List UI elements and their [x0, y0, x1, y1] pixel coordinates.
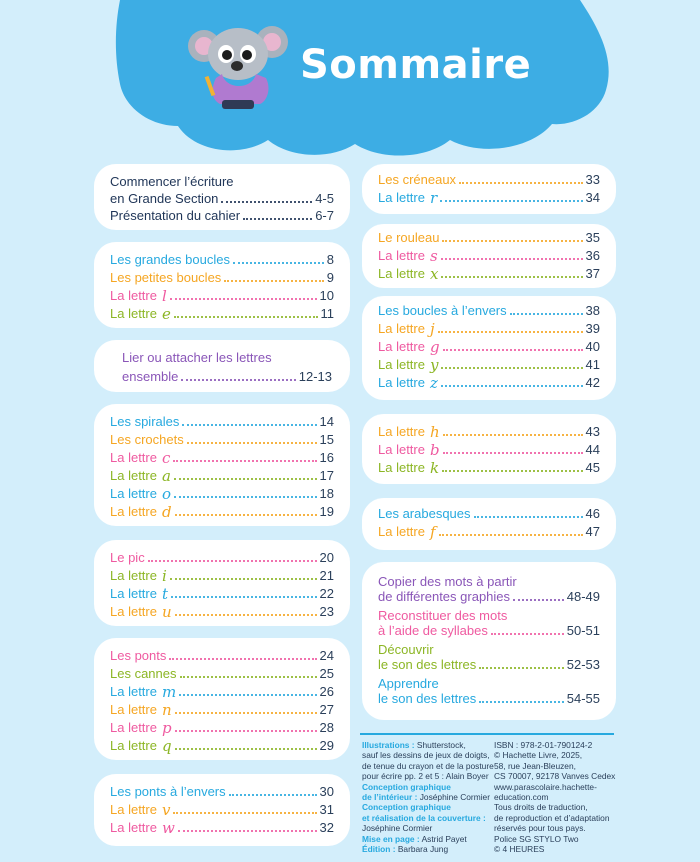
- toc-entry-label: La lettre: [110, 820, 157, 835]
- toc-entry-label: Commencer l’écriture: [110, 174, 234, 189]
- toc-entry-label: La lettre: [378, 424, 425, 439]
- toc-entry[interactable]: [378, 339, 600, 355]
- toc-card-rouleau: [362, 224, 616, 288]
- toc-entry-label: Copier des mots à partir: [378, 574, 517, 589]
- credit-line: 58, rue Jean-Bleuzen,: [494, 760, 576, 771]
- toc-entry[interactable]: [378, 506, 600, 522]
- toc-card-ponts: [94, 638, 350, 760]
- page-number: 37: [585, 266, 600, 281]
- toc-entry[interactable]: [110, 486, 334, 502]
- cursive-letter: u: [161, 603, 172, 621]
- toc-card-boucles: [94, 242, 350, 328]
- toc-entry[interactable]: [110, 504, 334, 520]
- cursive-letter: z: [429, 374, 438, 392]
- dot-leader: [169, 658, 316, 660]
- cursive-letter: h: [429, 423, 440, 441]
- toc-entry-label: La lettre: [378, 248, 425, 263]
- dot-leader: [491, 633, 564, 635]
- page-number: 48-49: [566, 589, 600, 604]
- dot-leader: [441, 367, 582, 369]
- toc-entry[interactable]: [110, 666, 334, 682]
- toc-entry[interactable]: [110, 720, 334, 736]
- dot-leader: [443, 452, 583, 454]
- toc-entry-label: La lettre: [378, 321, 425, 336]
- page-number: 27: [319, 702, 334, 717]
- toc-entry-label: La lettre: [110, 604, 157, 619]
- toc-entry[interactable]: [378, 375, 600, 391]
- page-number: 45: [585, 460, 600, 475]
- toc-entry[interactable]: [110, 738, 334, 754]
- page-number: 41: [585, 357, 600, 372]
- credit-line: Tous droits de traduction,: [494, 802, 588, 813]
- credit-line: réservés pour tous pays.: [494, 823, 586, 834]
- dot-leader: [175, 748, 317, 750]
- page-number: 46: [585, 506, 600, 521]
- dot-leader: [180, 676, 317, 678]
- cursive-letter: k: [429, 459, 440, 477]
- credits-left: [362, 740, 494, 854]
- dot-leader: [174, 496, 317, 498]
- credit-line: © 4 HEURES: [494, 844, 545, 855]
- page-number: 32: [319, 820, 334, 835]
- dot-leader: [182, 424, 316, 426]
- cursive-letter: d: [161, 503, 172, 521]
- dot-leader: [175, 514, 317, 516]
- toc-entry-label: le son des lettres: [378, 657, 477, 672]
- toc-entry-label: Les petites boucles: [110, 270, 222, 285]
- credit-line: www.parascolaire.hachette-: [494, 781, 597, 792]
- toc-entry[interactable]: [110, 784, 334, 800]
- toc-entry-label: en Grande Section: [110, 191, 219, 206]
- toc-entry[interactable]: [110, 550, 334, 566]
- credit-key: Conception graphique: [362, 781, 451, 792]
- toc-entry-label: Les créneaux: [378, 172, 457, 187]
- toc-card-lier: [94, 340, 350, 392]
- dot-leader: [442, 240, 582, 242]
- dot-leader: [474, 516, 583, 518]
- toc-entry[interactable]: [110, 648, 334, 664]
- credit-key: Illustrations :: [362, 740, 415, 750]
- toc-entry-label: La lettre: [110, 288, 157, 303]
- toc-entry-label: Lier ou attacher les lettres: [122, 350, 272, 365]
- page-number: 8: [326, 252, 334, 267]
- page-number: 4-5: [315, 191, 334, 206]
- page-number: 22: [319, 586, 334, 601]
- dot-leader: [175, 712, 317, 714]
- cursive-letter: p: [161, 719, 172, 737]
- dot-leader: [224, 280, 323, 282]
- page-number: 11: [320, 306, 334, 321]
- cursive-letter: t: [161, 585, 169, 603]
- dot-leader: [221, 201, 312, 203]
- page-number: 40: [585, 339, 600, 354]
- credit-line: de reproduction et d’adaptation: [494, 812, 610, 823]
- toc-entry[interactable]: [378, 442, 600, 458]
- toc-entry-label: à l’aide de syllabes: [378, 623, 488, 638]
- page-number: 33: [585, 172, 600, 187]
- page-number: 38: [585, 303, 600, 318]
- page-number: 25: [319, 666, 334, 681]
- dot-leader: [174, 478, 317, 480]
- dot-leader: [181, 379, 295, 381]
- toc-entry[interactable]: [110, 684, 334, 700]
- toc-entry-label: Le rouleau: [378, 230, 440, 245]
- page-number: 47: [585, 524, 600, 539]
- dot-leader: [438, 331, 583, 333]
- toc-entry[interactable]: [378, 190, 600, 206]
- toc-entry-label: Les boucles à l’envers: [378, 303, 507, 318]
- toc-card-spirales: [94, 404, 350, 526]
- page-number: 34: [585, 190, 600, 205]
- toc-entry-label: La lettre: [110, 802, 157, 817]
- cursive-letter: y: [429, 356, 439, 374]
- credit-value: Joséphine Cormier: [417, 792, 491, 803]
- toc-entry-label: La lettre: [378, 339, 425, 354]
- toc-entry[interactable]: [378, 623, 600, 639]
- toc-entry-label: La lettre: [378, 460, 425, 475]
- page-number: 17: [319, 468, 334, 483]
- dot-leader: [243, 218, 312, 220]
- koala-mascot-icon: [186, 20, 298, 112]
- cursive-letter: s: [429, 247, 438, 265]
- page-number: 24: [319, 648, 334, 663]
- toc-entry[interactable]: [122, 369, 332, 385]
- toc-entry[interactable]: [110, 604, 334, 620]
- toc-entry[interactable]: [378, 321, 600, 337]
- toc-entry[interactable]: [378, 657, 600, 673]
- toc-entry[interactable]: [378, 248, 600, 264]
- page-number: 16: [319, 450, 334, 465]
- cursive-letter: a: [161, 467, 171, 485]
- toc-entry-label: de différentes graphies: [378, 589, 511, 604]
- toc-entry[interactable]: [110, 208, 334, 224]
- page-number: 44: [585, 442, 600, 457]
- credits-divider: [360, 733, 614, 735]
- toc-entry[interactable]: [110, 586, 334, 602]
- toc-entry-label: Reconstituer des mots: [378, 608, 508, 623]
- credit-key: et réalisation de la couverture :: [362, 812, 486, 823]
- dot-leader: [510, 313, 583, 315]
- toc-entry-label: Les spirales: [110, 414, 180, 429]
- toc-entry[interactable]: [110, 468, 334, 484]
- page-number: 43: [585, 424, 600, 439]
- dot-leader: [175, 730, 317, 732]
- page-number: 30: [319, 784, 334, 799]
- credit-line: Police SG STYLO Two: [494, 833, 579, 844]
- dot-leader: [459, 182, 582, 184]
- toc-entry[interactable]: [110, 820, 334, 836]
- toc-card-boucles-envers: [362, 296, 616, 400]
- toc-entry[interactable]: [110, 270, 334, 286]
- toc-card-pic: [94, 540, 350, 626]
- toc-entry-label: le son des lettres: [378, 691, 477, 706]
- dot-leader: [174, 316, 318, 318]
- toc-entry-label: La lettre: [110, 486, 157, 501]
- toc-card-intro: [94, 164, 350, 230]
- credit-line: education.com: [494, 792, 549, 803]
- page-number: 12-13: [298, 369, 332, 384]
- credit-value: Shutterstock,: [414, 740, 466, 750]
- toc-entry-label: ensemble: [122, 369, 179, 384]
- toc-entry-label: La lettre: [110, 720, 157, 735]
- cursive-letter: i: [161, 567, 167, 585]
- dot-leader: [513, 599, 564, 601]
- page-number: 54-55: [566, 691, 600, 706]
- toc-entry-label: Les grandes boucles: [110, 252, 230, 267]
- toc-entry-label: Les ponts: [110, 648, 167, 663]
- dot-leader: [178, 830, 317, 832]
- page-number: 20: [319, 550, 334, 565]
- credit-value: sauf les dessins de jeux de doigts,: [362, 750, 490, 761]
- toc-entry-label: Les cannes: [110, 666, 177, 681]
- page-number: 10: [319, 288, 334, 303]
- credit-value: pour écrire pp. 2 et 5 : Alain Boyer: [362, 771, 489, 782]
- toc-entry[interactable]: [378, 424, 600, 440]
- dot-leader: [171, 596, 317, 598]
- toc-entry-label: La lettre: [378, 190, 425, 205]
- credit-key: Conception graphique: [362, 802, 451, 813]
- page-number: 28: [319, 720, 334, 735]
- toc-entry[interactable]: [378, 691, 600, 707]
- credit-value: de tenue du crayon et de la posture: [362, 760, 494, 771]
- toc-entry[interactable]: [378, 460, 600, 476]
- toc-entry-label: La lettre: [378, 357, 425, 372]
- toc-entry-label: Les arabesques: [378, 506, 471, 521]
- toc-entry-label: La lettre: [378, 442, 425, 457]
- dot-leader: [229, 794, 317, 796]
- toc-entry[interactable]: [378, 589, 600, 605]
- page-number: 21: [319, 568, 334, 583]
- dot-leader: [233, 262, 324, 264]
- toc-entry[interactable]: [110, 702, 334, 718]
- page-number: 19: [319, 504, 334, 519]
- credit-line: © Hachette Livre, 2025,: [494, 750, 583, 761]
- toc-entry-label: La lettre: [110, 504, 157, 519]
- toc-entry-label: Les ponts à l’envers: [110, 784, 226, 799]
- toc-entry[interactable]: [378, 524, 600, 540]
- credit-value: Barbara Jung: [395, 844, 449, 855]
- dot-leader: [187, 442, 317, 444]
- cursive-letter: v: [161, 801, 171, 819]
- page-number: 31: [319, 802, 334, 817]
- toc-entry[interactable]: [378, 230, 600, 246]
- toc-entry[interactable]: [378, 172, 600, 188]
- credits-right: [494, 740, 615, 854]
- dot-leader: [441, 385, 583, 387]
- cursive-letter: o: [161, 485, 172, 503]
- toc-entry-label: La lettre: [110, 450, 157, 465]
- dot-leader: [173, 460, 316, 462]
- dot-leader: [170, 578, 317, 580]
- toc-card-hbk: [362, 414, 616, 484]
- dot-leader: [148, 560, 317, 562]
- page-number: 6-7: [315, 208, 334, 223]
- dot-leader: [479, 667, 563, 669]
- page-number: 18: [319, 486, 334, 501]
- cursive-letter: q: [161, 737, 172, 755]
- cursive-letter: j: [429, 320, 435, 338]
- dot-leader: [173, 812, 316, 814]
- toc-entry[interactable]: [110, 288, 334, 304]
- cursive-letter: e: [161, 305, 171, 323]
- cursive-letter: g: [429, 338, 440, 356]
- cursive-letter: l: [161, 287, 167, 305]
- credit-key: de l’intérieur :: [362, 792, 418, 803]
- page-number: 9: [326, 270, 334, 285]
- dot-leader: [441, 258, 583, 260]
- cursive-letter: f: [429, 523, 436, 541]
- cursive-letter: m: [161, 683, 177, 701]
- cursive-letter: n: [161, 701, 172, 719]
- toc-card-arabesques: [362, 498, 616, 550]
- toc-entry[interactable]: [110, 414, 334, 430]
- toc-entry-label: La lettre: [110, 684, 157, 699]
- page-number: 42: [585, 375, 600, 390]
- toc-entry-label: La lettre: [110, 568, 157, 583]
- page-number: 35: [585, 230, 600, 245]
- dot-leader: [179, 694, 316, 696]
- page-number: 14: [319, 414, 334, 429]
- toc-entry-label: Les crochets: [110, 432, 184, 447]
- page-number: 39: [585, 321, 600, 336]
- toc-entry[interactable]: [110, 306, 334, 322]
- toc-entry-label: Apprendre: [378, 676, 439, 691]
- credit-key: Édition :: [362, 844, 396, 855]
- credit-value: Astrid Payet: [419, 833, 467, 844]
- dot-leader: [441, 276, 582, 278]
- toc-entry[interactable]: [110, 802, 334, 818]
- credit-line: ISBN : 978-2-01-790124-2: [494, 740, 593, 750]
- page-title: Sommaire: [300, 42, 532, 88]
- toc-entry-label: Présentation du cahier: [110, 208, 241, 223]
- credit-value: Joséphine Cormier: [362, 823, 433, 834]
- toc-entry[interactable]: [110, 568, 334, 584]
- cursive-letter: c: [161, 449, 171, 467]
- toc-entry[interactable]: [378, 266, 600, 282]
- cursive-letter: b: [429, 441, 440, 459]
- page-number: 36: [585, 248, 600, 263]
- dot-leader: [442, 470, 582, 472]
- dot-leader: [439, 534, 583, 536]
- page-number: 26: [319, 684, 334, 699]
- cursive-letter: w: [161, 819, 175, 837]
- dot-leader: [443, 434, 583, 436]
- toc-entry[interactable]: [110, 191, 334, 207]
- toc-entry-label: La lettre: [378, 266, 425, 281]
- page-number: 15: [319, 432, 334, 447]
- toc-entry-label: La lettre: [110, 306, 157, 321]
- dot-leader: [443, 349, 583, 351]
- dot-leader: [440, 200, 582, 202]
- cursive-letter: x: [429, 265, 439, 283]
- toc-entry-label: La lettre: [110, 738, 157, 753]
- dot-leader: [170, 298, 317, 300]
- toc-card-final: [362, 562, 616, 720]
- toc-entry[interactable]: [110, 252, 334, 268]
- dot-leader: [175, 614, 317, 616]
- toc-entry-label: Le pic: [110, 550, 145, 565]
- toc-entry-label: La lettre: [110, 468, 157, 483]
- toc-entry[interactable]: [110, 450, 334, 466]
- page-number: 29: [319, 738, 334, 753]
- page-number: 23: [319, 604, 334, 619]
- toc-entry[interactable]: [378, 303, 600, 319]
- credit-line: CS 70007, 92178 Vanves Cedex: [494, 771, 616, 782]
- toc-entry-label: La lettre: [378, 375, 425, 390]
- toc-entry[interactable]: [378, 357, 600, 373]
- toc-card-ponts-envers: [94, 774, 350, 846]
- toc-entry-label: La lettre: [110, 586, 157, 601]
- toc-entry-label: La lettre: [378, 524, 425, 539]
- toc-entry[interactable]: [110, 432, 334, 448]
- toc-entry-label: La lettre: [110, 702, 157, 717]
- page-number: 50-51: [566, 623, 600, 638]
- dot-leader: [479, 701, 563, 703]
- credit-key: Mise en page :: [362, 833, 420, 844]
- page-number: 52-53: [566, 657, 600, 672]
- toc-entry-label: Découvrir: [378, 642, 434, 657]
- cursive-letter: r: [429, 189, 438, 207]
- toc-card-creneaux: [362, 164, 616, 214]
